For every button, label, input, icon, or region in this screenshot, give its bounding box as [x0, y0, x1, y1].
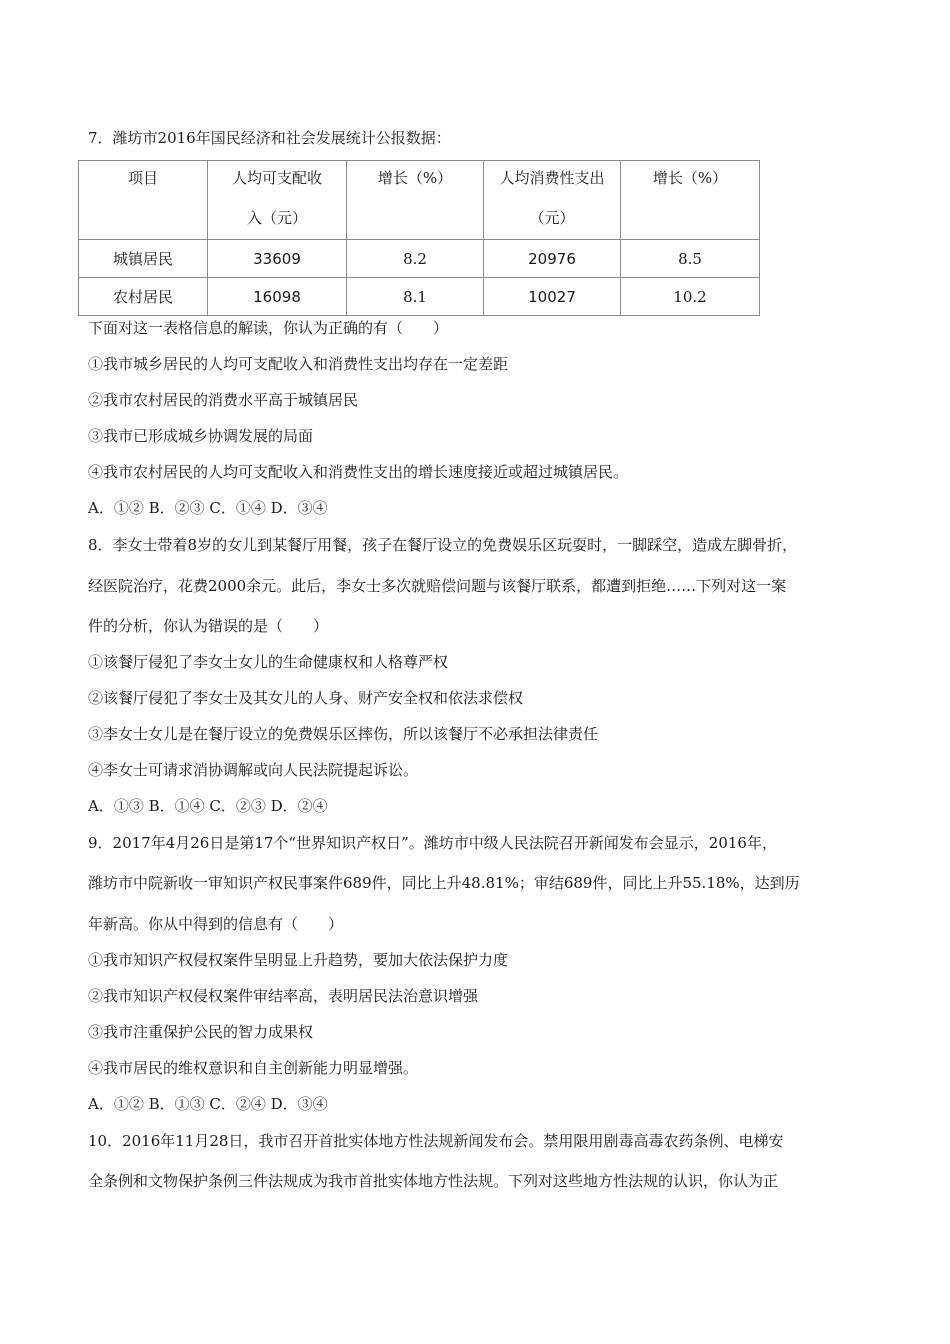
statistics-table — [78, 160, 760, 316]
q7-stem: 7．潍坊市2016年国民经济和社会发展统计公报数据： — [88, 129, 451, 147]
q7-option-4: ④我市农村居民的人均可支配收入和消费性支出的增长速度接近或超过城镇居民。 — [88, 463, 629, 481]
q7-prompt: 下面对这一表格信息的解读，你认为正确的有（ ） — [88, 319, 449, 337]
header-cell-item: 项目 — [79, 161, 208, 240]
table-cell: 城镇居民 — [79, 240, 208, 278]
q9-stem-line-3: 年新高。你从中得到的信息有（ ） — [88, 915, 344, 933]
table-cell: 10.2 — [621, 278, 760, 316]
header-cell-income-growth: 增长（%） — [347, 161, 484, 240]
q9-stem-line-1: 9．2017年4月26日是第17个“世界知识产权日”。潍坊市中级人民法院召开新闻发布会显示，2016年， — [88, 834, 777, 852]
q9-option-3: ③我市注重保护公民的智力成果权 — [88, 1023, 314, 1041]
header-cell-income: 人均可支配收 入（元） — [208, 161, 347, 240]
q10-stem-line-2: 全条例和文物保护条例三件法规成为我市首批实体地方性法规。下列对这些地方性法规的认识，你认为正 — [88, 1172, 779, 1190]
q10-stem-line-1: 10．2016年11月28日，我市召开首批实体地方性法规新闻发布会。禁用限用剧毒高毒农药条例、电梯安 — [88, 1132, 784, 1150]
q8-option-3: ③李女士女儿是在餐厅设立的免费娱乐区摔伤，所以该餐厅不必承担法律责任 — [88, 725, 599, 743]
q8-choices: A．①③ B．①④ C．②③ D．②④ — [88, 797, 328, 815]
header-cell-expenditure-growth: 增长（%） — [621, 161, 760, 240]
q7-option-2: ②我市农村居民的消费水平高于城镇居民 — [88, 391, 359, 409]
table-header-row — [79, 161, 760, 240]
q8-option-2: ②该餐厅侵犯了李女士及其女儿的人身、财产安全权和依法求偿权 — [88, 689, 524, 707]
q8-option-4: ④李女士可请求消协调解或向人民法院提起诉讼。 — [88, 761, 419, 779]
q9-option-2: ②我市知识产权侵权案件审结率高，表明居民法治意识增强 — [88, 987, 479, 1005]
table-cell: 10027 — [484, 278, 621, 316]
header-cell-expenditure: 人均消费性支出 （元） — [484, 161, 621, 240]
q8-stem-line-1: 8．李女士带着8岁的女儿到某餐厅用餐，孩子在餐厅设立的免费娱乐区玩耍时，一脚踩空，造成左脚骨折， — [88, 536, 798, 554]
q8-stem-line-2: 经医院治疗，花费2000余元。此后，李女士多次就赔偿问题与该餐厅联系，都遭到拒绝……下列对这一案 — [88, 577, 787, 595]
table-cell: 20976 — [484, 240, 621, 278]
q8-stem-line-3: 件的分析，你认为错误的是（ ） — [88, 617, 329, 635]
table-cell: 8.2 — [347, 240, 484, 278]
q7-option-1: ①我市城乡居民的人均可支配收入和消费性支出均存在一定差距 — [88, 355, 509, 373]
q8-option-1: ①该餐厅侵犯了李女士女儿的生命健康权和人格尊严权 — [88, 653, 449, 671]
q7-choices: A．①② B．②③ C．①④ D．③④ — [88, 499, 328, 517]
table-row — [79, 278, 760, 316]
table-cell: 16098 — [208, 278, 347, 316]
q9-option-1: ①我市知识产权侵权案件呈明显上升趋势，要加大依法保护力度 — [88, 951, 509, 969]
table-cell: 8.5 — [621, 240, 760, 278]
q9-option-4: ④我市居民的维权意识和自主创新能力明显增强。 — [88, 1059, 419, 1077]
q7-option-3: ③我市已形成城乡协调发展的局面 — [88, 427, 314, 445]
q9-choices: A．①② B．①③ C．②④ D．③④ — [88, 1095, 328, 1113]
table-cell: 33609 — [208, 240, 347, 278]
table-row — [79, 240, 760, 278]
table-cell: 8.1 — [347, 278, 484, 316]
q9-stem-line-2: 潍坊市中院新收一审知识产权民事案件689件，同比上升48.81%；审结689件，同比上升55.18%，达到历 — [88, 874, 800, 892]
table-cell: 农村居民 — [79, 278, 208, 316]
